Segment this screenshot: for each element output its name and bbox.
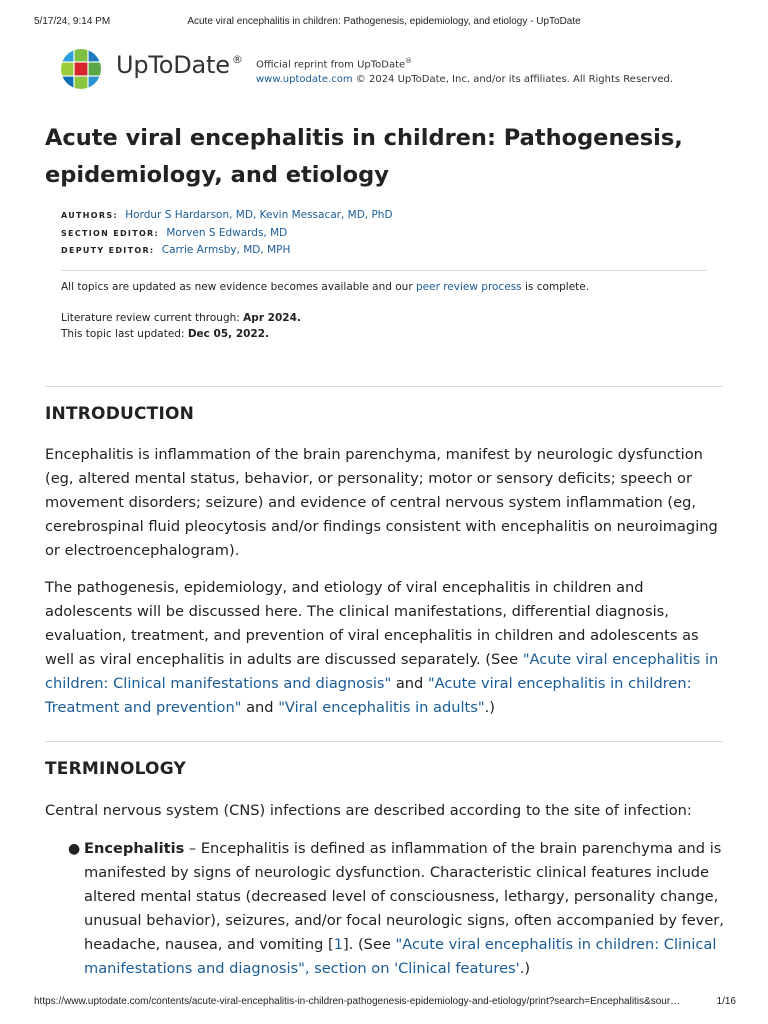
introduction-paragraph-1: Encephalitis is inflammation of the brain parenchyma, manifest by neurologic dysfunction (eg, altered mental status, behavior, or personality; motor or sensory deficits; speech or movement disorders; seizure) and evidence of central nervous system inflammation (eg, cerebrospinal fluid pleocytosis and/or findings consistent with encephalitis on neuroimaging or electroencephalogram). — [45, 446, 718, 559]
link-clinical-features[interactable]: "Acute viral encephalitis in children: Clinical manifestations and diagnosis", section on 'Clinical features' — [84, 936, 717, 977]
section-editor-label: SECTION EDITOR: — [61, 228, 160, 238]
logo-tile — [61, 63, 74, 76]
introduction-paragraph-2: The pathogenesis, epidemiology, and etiology of viral encephalitis in children and adolescents will be discussed here. The clinical manifestations, differential diagnosis, evaluation, treatment, and prevention of viral encephalitis in children and adolescents as well as viral encephalitis in adults are discussed separately. (See "Acute viral encephalitis in children: Clinical manifestations and diagnosis" and "Acute viral encephalitis in children: Treatment and prevention" and "Viral encephalitis in adults".) — [45, 579, 719, 716]
print-page-number: 1/16 — [716, 996, 736, 1007]
logo-tile — [75, 77, 88, 90]
section-editor-row — [61, 225, 393, 243]
logo-tile — [61, 77, 74, 90]
logo-tile — [75, 49, 88, 62]
authors-row — [61, 207, 393, 225]
authors-link[interactable]: Hordur S Hardarson, MD, Kevin Messacar, MD, PhD — [125, 209, 393, 221]
terminology-intro: Central nervous system (CNS) infections are described according to the site of infection: — [45, 802, 692, 819]
bylines — [61, 207, 393, 260]
bullet-marker: ● — [68, 841, 81, 857]
last-updated-line: This topic last updated: Dec 05, 2022. — [61, 328, 270, 340]
section-editor-link[interactable]: Morven S Edwards, MD — [166, 226, 288, 239]
logo-tile — [89, 63, 102, 76]
print-header — [0, 16, 768, 30]
review-dates — [61, 310, 301, 342]
logo-tile — [61, 49, 74, 62]
deputy-editor-link[interactable]: Carrie Armsby, MD, MPH — [161, 244, 291, 256]
section-divider — [45, 741, 723, 742]
print-url: https://www.uptodate.com/contents/acute-viral-encephalitis-in-children-pathogenesis-epidemiology-and-etiology/print?search=Encephalitis&sour… — [34, 996, 681, 1007]
reprint-line: Official reprint from UpToDate — [256, 59, 406, 71]
print-datetime: 5/17/24, 9:14 PM — [34, 16, 111, 27]
bullet-encephalitis: Encephalitis – Encephalitis is defined as inflammation of the brain parenchyma and is manifested by signs of neurologic dysfunction. Characteristic clinical features include altered mental status (decreased level of consciousness, lethargy, personality change, unusual behavior), seizures, and/or focal neurologic signs, often accompanied by fever, headache, nausea, and vomiting [1]. (See "Acute viral encephalitis in children: Clinical manifestations and diagnosis", section on 'Clinical features'.) — [84, 840, 724, 977]
copyright-text: © 2024 UpToDate, Inc. and/or its affiliates. All Rights Reserved. — [352, 74, 674, 86]
reference-link-1[interactable]: 1 — [333, 936, 344, 953]
page-title: Acute viral encephalitis in children: Pathogenesis, epidemiology, and etiology — [45, 125, 683, 188]
logo-tile — [75, 63, 88, 76]
print-footer — [0, 996, 768, 1010]
deputy-editor-label: DEPUTY EDITOR: — [61, 246, 155, 255]
peer-review-link[interactable]: peer review process — [415, 281, 522, 293]
print-doc-title: Acute viral encephalitis in children: Pathogenesis, epidemiology, and etiology - UpToDate — [187, 16, 581, 27]
logo-tile — [89, 49, 102, 62]
link-treatment-prevention[interactable]: "Acute viral encephalitis in children: Treatment and prevention" — [45, 675, 692, 716]
reprint-notice: Official reprint from UpToDate® www.uptodate.com © 2024 UpToDate, Inc. and/or its affiliates. All Rights Reserved. — [256, 57, 674, 86]
section-divider — [45, 386, 723, 387]
uptodate-logo-icon — [60, 48, 102, 90]
uptodate-site-link[interactable]: www.uptodate.com — [256, 74, 353, 86]
brand-name: UpToDate ® — [116, 51, 243, 79]
update-notice: All topics are updated as new evidence becomes available and our peer review process is complete. — [61, 281, 590, 293]
link-clinical-manifestations[interactable]: "Acute viral encephalitis in children: Clinical manifestations and diagnosis" — [45, 651, 719, 692]
link-viral-encephalitis-adults[interactable]: "Viral encephalitis in adults" — [278, 699, 485, 716]
lit-review-line: Literature review current through: Apr 2024. — [61, 312, 301, 324]
logo-tile — [89, 77, 102, 90]
terminology-heading: TERMINOLOGY — [45, 759, 186, 779]
introduction-heading: INTRODUCTION — [45, 404, 195, 424]
deputy-editor-row — [61, 242, 393, 260]
byline-divider — [61, 270, 707, 271]
authors-label: AUTHORS: — [61, 211, 118, 220]
